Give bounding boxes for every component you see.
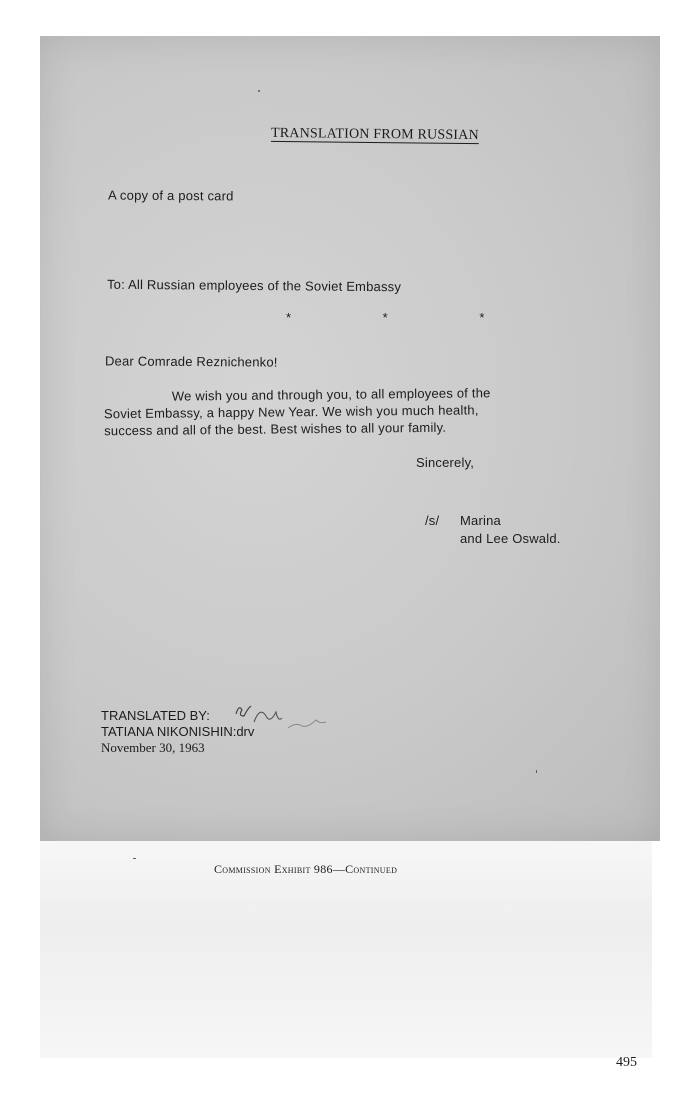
signature-line: Marina: [460, 513, 501, 528]
document-subject: A copy of a post card: [107, 187, 234, 204]
page-number: 495: [616, 1055, 637, 1070]
closing: Sincerely,: [416, 455, 475, 470]
signature-prefix: /s/: [425, 513, 440, 528]
letter-body-line: success and all of the best. Best wishes to all your family.: [104, 419, 447, 439]
section-separator: * * *: [286, 310, 529, 325]
exhibit-caption: Commission Exhibit 986—Continued: [214, 862, 398, 876]
dust-speck: [536, 770, 537, 773]
dust-speck: [258, 90, 260, 92]
recipient-line: To: All Russian employees of the Soviet Embassy: [106, 276, 402, 295]
salutation: Dear Comrade Reznichenko!: [104, 353, 278, 370]
letter-body: [104, 384, 545, 440]
translation-date: November 30, 1963: [101, 740, 205, 755]
dust-speck: [133, 858, 136, 859]
letter-body-line: Soviet Embassy, a happy New Year. We wish you much health,: [103, 402, 479, 422]
signature-line: and Lee Oswald.: [460, 531, 561, 546]
handwritten-initials: [232, 692, 332, 742]
translator-name: TATIANA NIKONISHIN:drv: [101, 724, 255, 739]
document-heading: TRANSLATION FROM RUSSIAN: [270, 125, 479, 144]
letter-body-line: We wish you and through you, to all employees of the: [171, 385, 491, 404]
translated-by-label: TRANSLATED BY:: [101, 708, 210, 723]
